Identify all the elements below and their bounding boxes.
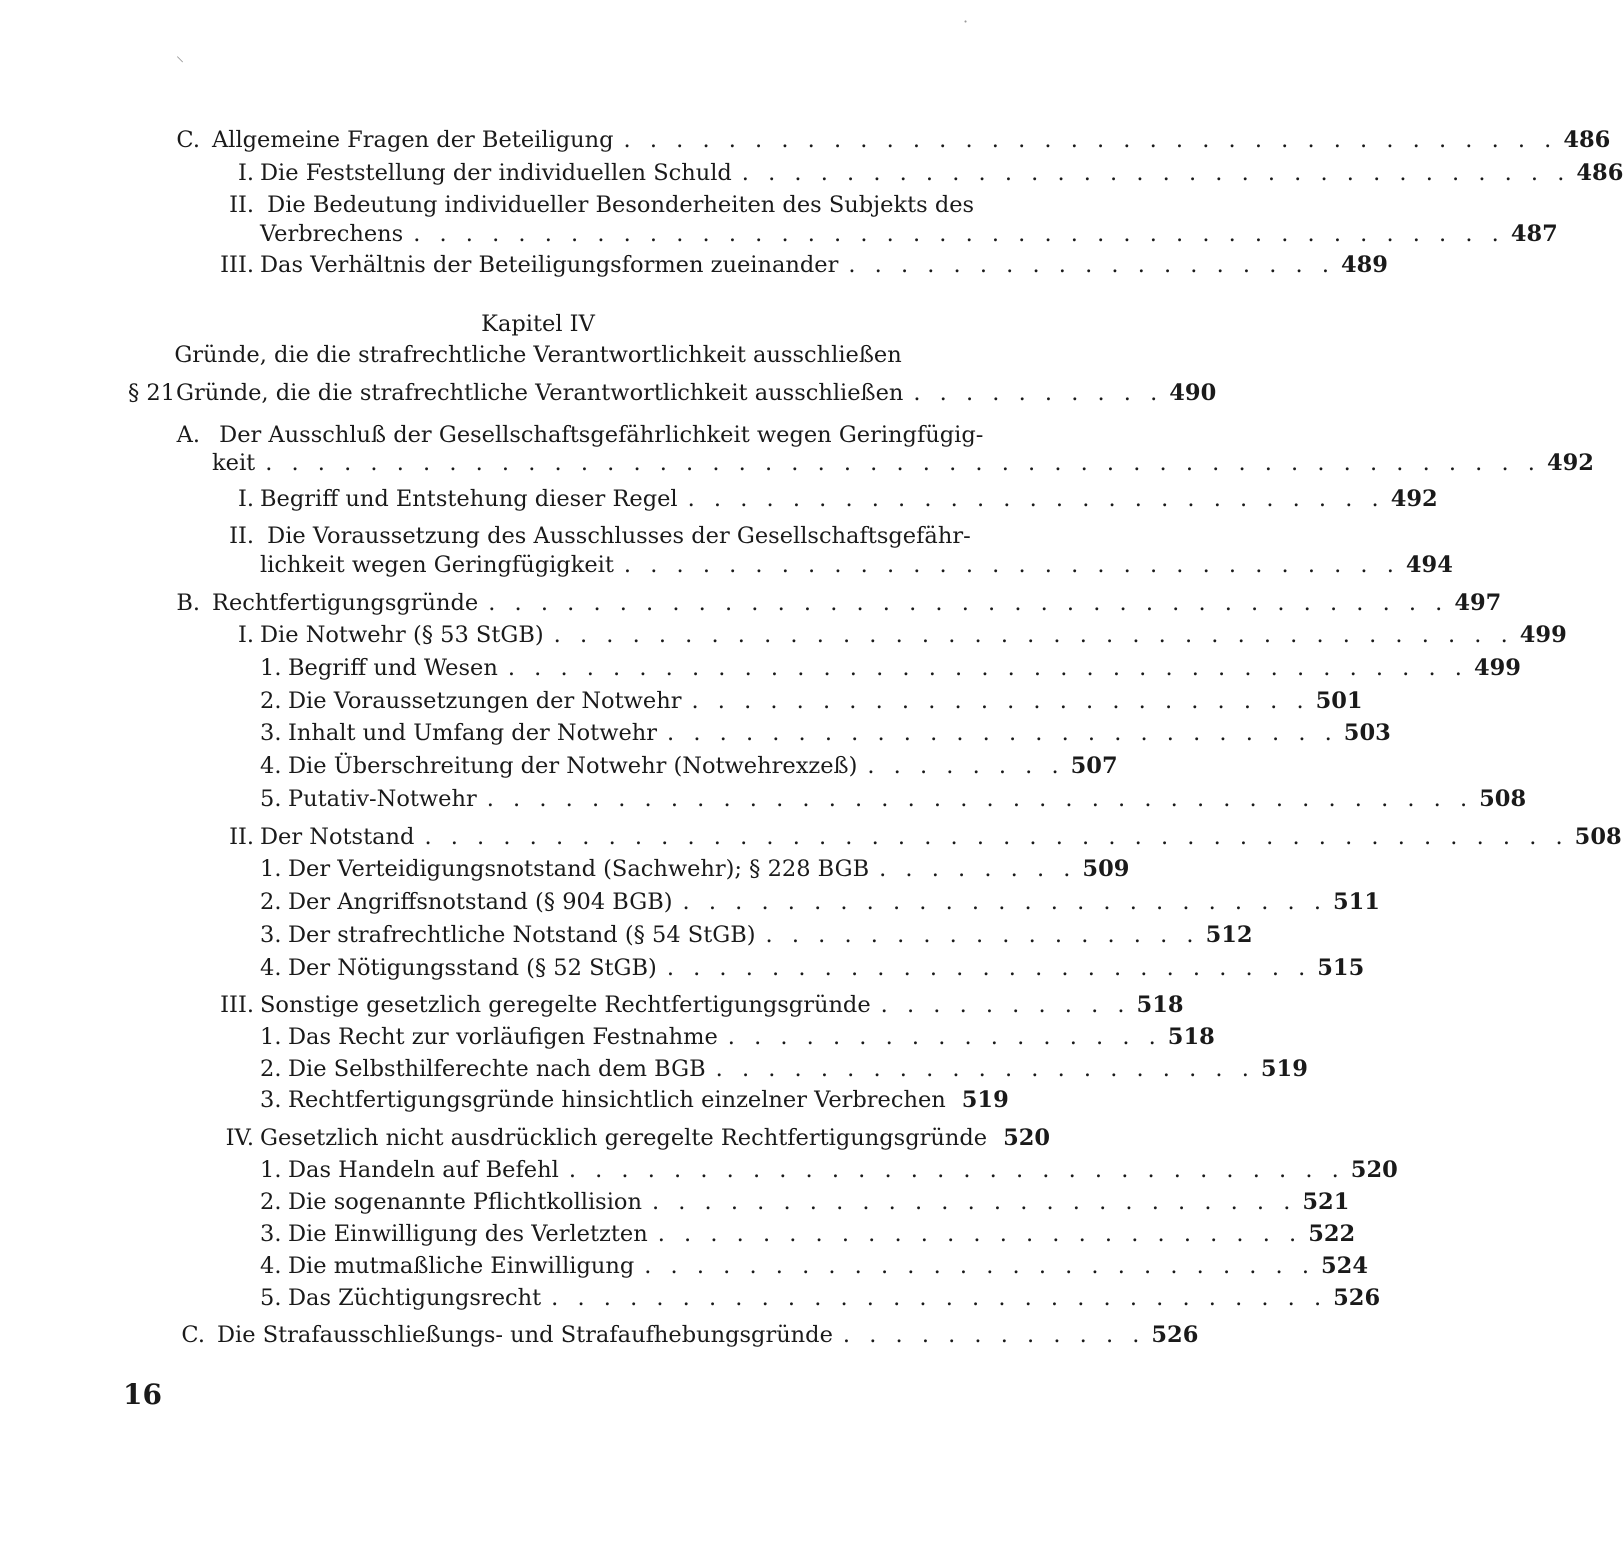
toc-page: 492	[1546, 450, 1594, 476]
toc-label: 2.	[260, 1189, 282, 1215]
toc-label: I.	[237, 160, 254, 186]
toc-entry	[260, 856, 1130, 882]
leader-dots: . . . . . . . . . . . . . . . . . . . . . . . . .	[682, 889, 1327, 915]
toc-entry-line	[170, 422, 983, 448]
toc-label: 3.	[260, 1221, 282, 1247]
leader-dots: . . . . . . . . . . . . . . . . . . .	[848, 252, 1335, 278]
leader-dots: . . . . . . . . . . . . . . . . . . . . .	[715, 1056, 1255, 1082]
toc-label: 1.	[260, 655, 282, 681]
leader-dots: . . . . . . . . . . . . . . . . . . . . . . . . . . . . . . . . . . . . .	[553, 622, 1514, 648]
leader-dots: . . . . . . . . . . . . . . . . . . . . . . . . . .	[667, 720, 1338, 746]
toc-text: Verbrechens	[260, 221, 404, 247]
toc-page: 522	[1308, 1221, 1356, 1247]
toc-entry-line	[200, 192, 974, 218]
toc-label: II.	[229, 523, 254, 549]
toc-text: Das Züchtigungsrecht	[288, 1285, 542, 1311]
toc-entry-line	[200, 523, 971, 549]
toc-entry	[170, 1322, 1199, 1348]
toc-label: 4.	[260, 955, 282, 981]
toc-text: Die Strafausschließungs- und Strafaufhebungsgründe	[217, 1322, 833, 1348]
toc-text: Die Voraussetzungen der Notwehr	[288, 688, 682, 714]
toc-text: Rechtfertigungsgründe hinsichtlich einzelner Verbrechen	[288, 1087, 946, 1113]
page-number: 16	[123, 1378, 162, 1411]
toc-text: Die Einwilligung des Verletzten	[288, 1221, 648, 1247]
toc-label: I.	[237, 486, 254, 512]
toc-label: 3.	[260, 922, 282, 948]
toc-page: 487	[1510, 221, 1558, 247]
toc-entry	[212, 450, 1594, 476]
toc-text: Die Notwehr (§ 53 StGB)	[260, 622, 544, 648]
toc-page: 508	[1479, 786, 1527, 812]
toc-entry	[260, 786, 1527, 812]
toc-page: 489	[1340, 252, 1388, 278]
toc-label: 2.	[260, 889, 282, 915]
toc-text: Gesetzlich nicht ausdrücklich geregelte Rechtfertigungsgründe	[260, 1125, 988, 1151]
leader-dots: . . . . . . . . . . . . . . . . . . . . . . . . . . . . . . . . . . . . . . . . . .	[413, 221, 1505, 247]
toc-text: Die Feststellung der individuellen Schuld	[260, 160, 732, 186]
toc-text: Die Überschreitung der Notwehr (Notwehrexzeß)	[288, 753, 858, 779]
toc-entry	[200, 486, 1438, 512]
toc-label: 2.	[260, 1056, 282, 1082]
toc-entry	[200, 622, 1567, 648]
leader-dots: . . . . . . . . . . . .	[842, 1322, 1146, 1348]
toc-page: 499	[1519, 622, 1567, 648]
toc-text: Die sogenannte Pflichtkollision	[288, 1189, 642, 1215]
toc-page: 509	[1082, 856, 1130, 882]
scan-mark: ⸜	[176, 46, 185, 65]
toc-entry	[260, 922, 1253, 948]
toc-label: 5.	[260, 1285, 282, 1311]
toc-text: Inhalt und Umfang der Notwehr	[288, 720, 658, 746]
toc-entry	[260, 1221, 1356, 1247]
leader-dots: . . . . . . . . . . . . . . . . . . . . . . . . . . . . . .	[551, 1285, 1328, 1311]
toc-entry	[260, 655, 1521, 681]
toc-text: Gründe, die die strafrechtliche Verantwortlichkeit ausschließen	[176, 380, 904, 406]
toc-label: 1.	[260, 1024, 282, 1050]
toc-entry	[260, 1253, 1368, 1279]
toc-page: 520	[1350, 1157, 1398, 1183]
toc-entry	[260, 1189, 1350, 1215]
toc-entry	[128, 380, 1217, 406]
toc-text: Das Verhältnis der Beteiligungsformen zueinander	[260, 252, 839, 278]
leader-dots: . . . . . . . . . . . . . . . . . . . . . . . . . . . . . . . . . . . . .	[507, 655, 1468, 681]
toc-label: 4.	[260, 753, 282, 779]
toc-text: Die Voraussetzung des Ausschlusses der Gesellschaftsgefähr-	[267, 523, 971, 549]
toc-page: 503	[1343, 720, 1391, 746]
toc-label: 1.	[260, 856, 282, 882]
scan-mark: ·	[963, 12, 969, 31]
toc-text: Begriff und Entstehung dieser Regel	[260, 486, 678, 512]
leader-dots: . . . . . . . . . . . . . . . . . . . . . . . . . . . . . . . . . . . . . . . . . . . .	[424, 824, 1569, 850]
toc-entry	[260, 720, 1391, 746]
toc-text: Die Bedeutung individueller Besonderheiten des Subjekts des	[267, 192, 975, 218]
leader-dots: . . . . . . . . . . . . . . . . . . . . . . . . . . . . . . . .	[741, 160, 1571, 186]
leader-dots: . . . . . . . . . . . . . . . . . . . . . . . . . . . . . . . . . . . .	[623, 127, 1558, 153]
toc-text: Der Ausschluß der Gesellschaftsgefährlichkeit wegen Geringfügig-	[219, 422, 984, 448]
leader-dots: . . . . . . . . . . . . . . . . . . . . . . . .	[691, 688, 1310, 714]
toc-entry	[260, 688, 1363, 714]
toc-text: Der Angriffsnotstand (§ 904 BGB)	[288, 889, 673, 915]
toc-text: Allgemeine Fragen der Beteiligung	[212, 127, 614, 153]
leader-dots: . . . . . . . . . . . . . . . . . . . . . . . . . . .	[687, 486, 1385, 512]
toc-page: 519	[961, 1087, 1009, 1113]
toc-page: 521	[1302, 1189, 1350, 1215]
toc-entry	[200, 992, 1184, 1018]
toc-page: 492	[1390, 486, 1438, 512]
toc-entry	[200, 824, 1622, 850]
toc-label: III.	[220, 252, 254, 278]
toc-label: II.	[229, 192, 254, 218]
toc-page: 520	[1003, 1125, 1051, 1151]
toc-page: 507	[1070, 753, 1118, 779]
chapter-title: Gründe, die die strafrechtliche Verantwortlichkeit ausschließen	[174, 342, 902, 368]
leader-dots: . . . . . . . . . . . . . . . . .	[765, 922, 1200, 948]
toc-text: lichkeit wegen Geringfügigkeit	[260, 552, 614, 578]
toc-label: 3.	[260, 1087, 282, 1113]
toc-text: keit	[212, 450, 256, 476]
toc-label: 3.	[260, 720, 282, 746]
toc-page: 508	[1574, 824, 1622, 850]
leader-dots: . . . . . . . . . .	[913, 380, 1164, 406]
toc-label: C.	[176, 127, 200, 153]
toc-text: Der Notstand	[260, 824, 415, 850]
leader-dots: . . . . . . . . . . . . . . . . . . . . . . . . . . . . . . . . . . . . .	[488, 590, 1449, 616]
toc-page: 497	[1454, 590, 1502, 616]
toc-text: Der Verteidigungsnotstand (Sachwehr); § 228 BGB	[288, 856, 870, 882]
toc-text: Das Recht zur vorläufigen Festnahme	[288, 1024, 718, 1050]
toc-text: Der Nötigungsstand (§ 52 StGB)	[288, 955, 657, 981]
toc-entry	[260, 955, 1365, 981]
toc-label: 2.	[260, 688, 282, 714]
toc-page: 501	[1315, 688, 1363, 714]
leader-dots: . . . . . . . . . . . . . . . . .	[727, 1024, 1162, 1050]
toc-entry	[260, 889, 1380, 915]
toc-label: II.	[229, 824, 254, 850]
toc-page: 512	[1205, 922, 1253, 948]
toc-text: Sonstige gesetzlich geregelte Rechtfertigungsgründe	[260, 992, 871, 1018]
toc-text: Die mutmaßliche Einwilligung	[288, 1253, 635, 1279]
toc-entry	[260, 221, 1558, 247]
toc-entry	[200, 1125, 1051, 1151]
toc-page: 518	[1167, 1024, 1215, 1050]
toc-text: Das Handeln auf Befehl	[288, 1157, 559, 1183]
toc-text: Putativ-Notwehr	[288, 786, 477, 812]
toc-label: A.	[176, 422, 200, 448]
toc-page: 526	[1151, 1322, 1199, 1348]
toc-entry	[260, 552, 1453, 578]
toc-page: 486	[1576, 160, 1623, 186]
leader-dots: . . . . . . . . . . . . . . . . . . . . . . . . .	[651, 1189, 1297, 1215]
toc-page: 499	[1473, 655, 1521, 681]
toc-entry	[260, 753, 1118, 779]
toc-page: 524	[1321, 1253, 1368, 1279]
leader-dots: . . . . . . . . . . . . . . . . . . . . . . . . . . . . . .	[568, 1157, 1345, 1183]
toc-label: IV.	[225, 1125, 254, 1151]
toc-text: Begriff und Wesen	[288, 655, 498, 681]
toc-entry	[170, 127, 1611, 153]
toc-page: 490	[1169, 380, 1217, 406]
toc-entry	[260, 1285, 1381, 1311]
toc-label: I.	[237, 622, 254, 648]
leader-dots: . . . . . . . . . . . . . . . . . . . . . . . . . . . . . . . . . . . . . . . . . . . . . . . . .	[265, 450, 1541, 476]
toc-label: 1.	[260, 1157, 282, 1183]
toc-text: Der strafrechtliche Notstand (§ 54 StGB)	[288, 922, 756, 948]
toc-label: 5.	[260, 786, 282, 812]
toc-page: 511	[1333, 889, 1380, 915]
toc-entry	[260, 1157, 1398, 1183]
leader-dots: . . . . . . . . . . . . . . . . . . . . . . . . .	[666, 955, 1312, 981]
toc-page: 519	[1260, 1056, 1308, 1082]
toc-page: 518	[1136, 992, 1184, 1018]
toc-label: 4.	[260, 1253, 282, 1279]
leader-dots: . . . . . . . .	[867, 753, 1065, 779]
toc-page: 526	[1333, 1285, 1381, 1311]
toc-entry	[260, 1024, 1215, 1050]
toc-entry	[200, 252, 1388, 278]
leader-dots: . . . . . . . .	[879, 856, 1077, 882]
toc-label: C.	[181, 1322, 205, 1348]
toc-entry	[170, 590, 1502, 616]
toc-label: B.	[176, 590, 200, 616]
toc-text: Die Selbsthilferechte nach dem BGB	[288, 1056, 706, 1082]
toc-page: 486	[1563, 127, 1611, 153]
leader-dots: . . . . . . . . . . . . . . . . . . . . . . . . .	[657, 1221, 1303, 1247]
leader-dots: . . . . . . . . . . . . . . . . . . . . . . . . . . . . . . . . . . . . . .	[486, 786, 1474, 812]
toc-text: Rechtfertigungsgründe	[212, 590, 479, 616]
toc-label: III.	[220, 992, 254, 1018]
leader-dots: . . . . . . . . . . . . . . . . . . . . . . . . . .	[644, 1253, 1316, 1279]
chapter-heading: Kapitel IV	[481, 311, 595, 337]
toc-page: 494	[1405, 552, 1453, 578]
toc-label: § 21	[128, 380, 176, 406]
toc-page: 515	[1317, 955, 1365, 981]
leader-dots: . . . . . . . . . . . . . . . . . . . . . . . . . . . . . .	[623, 552, 1400, 578]
toc-entry	[260, 1056, 1308, 1082]
toc-entry	[200, 160, 1623, 186]
toc-entry	[260, 1087, 1009, 1113]
leader-dots: . . . . . . . . . .	[880, 992, 1131, 1018]
